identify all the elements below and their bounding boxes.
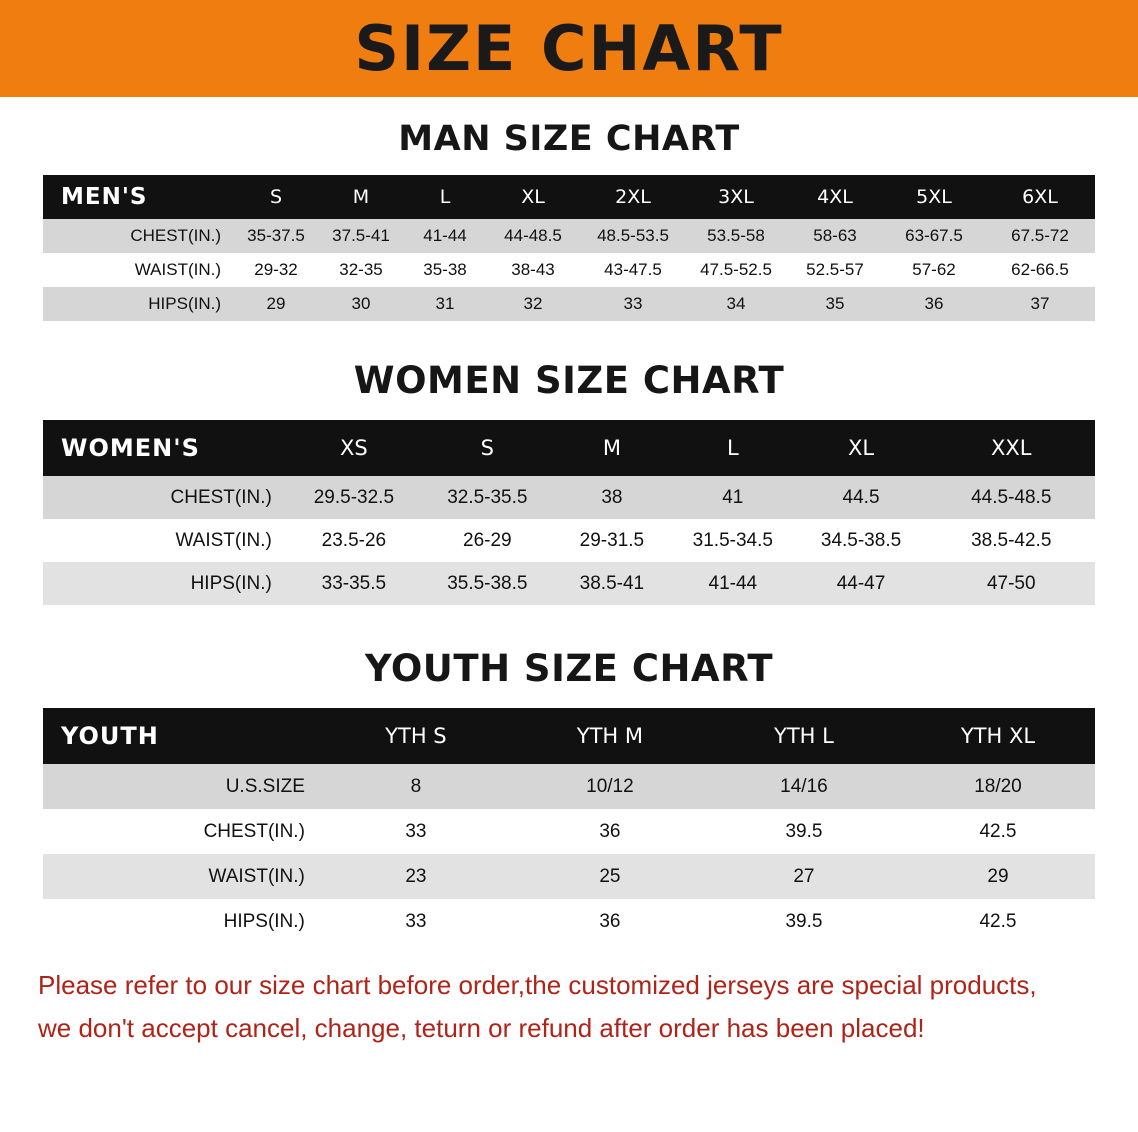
youth-header-cell: YTH M	[513, 708, 707, 764]
table-cell: 41-44	[405, 219, 485, 253]
table-cell: 58-63	[787, 219, 883, 253]
table-cell: 43-47.5	[581, 253, 685, 287]
table-cell: 44-47	[795, 562, 928, 605]
women-header-cell: XS	[286, 420, 422, 476]
men-header-cell: 6XL	[985, 175, 1095, 219]
women-size-table	[43, 420, 1095, 605]
youth-header-label: YOUTH	[43, 708, 319, 764]
table-cell: 47-50	[928, 562, 1096, 605]
table-cell: 25	[513, 854, 707, 899]
table-cell: 57-62	[883, 253, 985, 287]
table-cell: 38-43	[485, 253, 581, 287]
table-row	[43, 219, 1095, 253]
women-header-label: WOMEN'S	[43, 420, 286, 476]
men-header-label: MEN'S	[43, 175, 235, 219]
table-row	[43, 519, 1095, 562]
table-cell: 29.5-32.5	[286, 476, 422, 519]
table-cell: 8	[319, 764, 513, 809]
women-section-title: WOMEN SIZE CHART	[353, 359, 785, 402]
row-label: WAIST(IN.)	[43, 253, 235, 287]
table-row	[43, 854, 1095, 899]
table-row	[43, 287, 1095, 321]
table-row	[43, 809, 1095, 854]
table-cell: 47.5-52.5	[685, 253, 787, 287]
table-cell: 32.5-35.5	[422, 476, 553, 519]
table-cell: 44.5	[795, 476, 928, 519]
table-row	[43, 764, 1095, 809]
table-cell: 67.5-72	[985, 219, 1095, 253]
table-cell: 39.5	[707, 899, 901, 944]
row-label: HIPS(IN.)	[43, 899, 319, 944]
table-cell: 14/16	[707, 764, 901, 809]
table-cell: 35-37.5	[235, 219, 317, 253]
table-cell: 48.5-53.5	[581, 219, 685, 253]
men-header-row	[43, 175, 1095, 219]
table-row	[43, 562, 1095, 605]
table-cell: 23.5-26	[286, 519, 422, 562]
row-label: HIPS(IN.)	[43, 562, 286, 605]
table-cell: 36	[513, 809, 707, 854]
page-title: SIZE CHART	[354, 11, 784, 85]
table-cell: 33	[581, 287, 685, 321]
table-cell: 31	[405, 287, 485, 321]
women-header-cell: M	[553, 420, 671, 476]
table-cell: 44-48.5	[485, 219, 581, 253]
table-cell: 18/20	[901, 764, 1095, 809]
table-cell: 30	[317, 287, 405, 321]
page-banner	[0, 0, 1138, 97]
table-cell: 29-32	[235, 253, 317, 287]
women-header-cell: S	[422, 420, 553, 476]
table-cell: 23	[319, 854, 513, 899]
table-cell: 32	[485, 287, 581, 321]
women-header-cell: XXL	[928, 420, 1096, 476]
women-header-cell: XL	[795, 420, 928, 476]
row-label: CHEST(IN.)	[43, 476, 286, 519]
youth-header-cell: YTH S	[319, 708, 513, 764]
table-cell: 39.5	[707, 809, 901, 854]
table-cell: 35-38	[405, 253, 485, 287]
men-header-cell: 4XL	[787, 175, 883, 219]
table-cell: 44.5-48.5	[928, 476, 1096, 519]
table-cell: 37.5-41	[317, 219, 405, 253]
table-cell: 26-29	[422, 519, 553, 562]
table-cell: 41-44	[671, 562, 795, 605]
row-label: WAIST(IN.)	[43, 854, 319, 899]
men-header-cell: XL	[485, 175, 581, 219]
row-label: CHEST(IN.)	[43, 219, 235, 253]
men-header-cell: M	[317, 175, 405, 219]
table-row	[43, 253, 1095, 287]
women-header-row	[43, 420, 1095, 476]
row-label: WAIST(IN.)	[43, 519, 286, 562]
table-cell: 63-67.5	[883, 219, 985, 253]
table-cell: 52.5-57	[787, 253, 883, 287]
table-cell: 36	[883, 287, 985, 321]
table-cell: 29-31.5	[553, 519, 671, 562]
table-cell: 34.5-38.5	[795, 519, 928, 562]
table-cell: 38.5-41	[553, 562, 671, 605]
men-header-cell: 5XL	[883, 175, 985, 219]
youth-size-table	[43, 708, 1095, 944]
table-cell: 32-35	[317, 253, 405, 287]
row-label: CHEST(IN.)	[43, 809, 319, 854]
table-cell: 33	[319, 809, 513, 854]
women-header-cell: L	[671, 420, 795, 476]
table-cell: 35.5-38.5	[422, 562, 553, 605]
row-label: U.S.SIZE	[43, 764, 319, 809]
man-section-title: MAN SIZE CHART	[398, 119, 740, 159]
table-row	[43, 476, 1095, 519]
table-cell: 27	[707, 854, 901, 899]
men-header-cell: 3XL	[685, 175, 787, 219]
table-cell: 37	[985, 287, 1095, 321]
men-header-cell: S	[235, 175, 317, 219]
disclaimer-line-1: Please refer to our size chart before order,the customized jerseys are special products,	[38, 970, 1037, 1000]
table-cell: 34	[685, 287, 787, 321]
table-cell: 29	[235, 287, 317, 321]
youth-header-row	[43, 708, 1095, 764]
table-cell: 53.5-58	[685, 219, 787, 253]
table-cell: 33-35.5	[286, 562, 422, 605]
youth-header-cell: YTH XL	[901, 708, 1095, 764]
table-cell: 31.5-34.5	[671, 519, 795, 562]
men-header-cell: 2XL	[581, 175, 685, 219]
table-cell: 36	[513, 899, 707, 944]
table-cell: 35	[787, 287, 883, 321]
table-cell: 29	[901, 854, 1095, 899]
table-row	[43, 899, 1095, 944]
men-header-cell: L	[405, 175, 485, 219]
disclaimer-line-2: we don't accept cancel, change, teturn or refund after order has been placed!	[38, 1012, 925, 1043]
table-cell: 33	[319, 899, 513, 944]
table-cell: 38.5-42.5	[928, 519, 1096, 562]
table-cell: 62-66.5	[985, 253, 1095, 287]
table-cell: 10/12	[513, 764, 707, 809]
table-cell: 42.5	[901, 899, 1095, 944]
youth-section-title: YOUTH SIZE CHART	[364, 647, 774, 690]
row-label: HIPS(IN.)	[43, 287, 235, 321]
disclaimer-note	[38, 964, 1104, 1050]
youth-header-cell: YTH L	[707, 708, 901, 764]
table-cell: 41	[671, 476, 795, 519]
table-cell: 38	[553, 476, 671, 519]
table-cell: 42.5	[901, 809, 1095, 854]
men-size-table	[43, 175, 1095, 321]
